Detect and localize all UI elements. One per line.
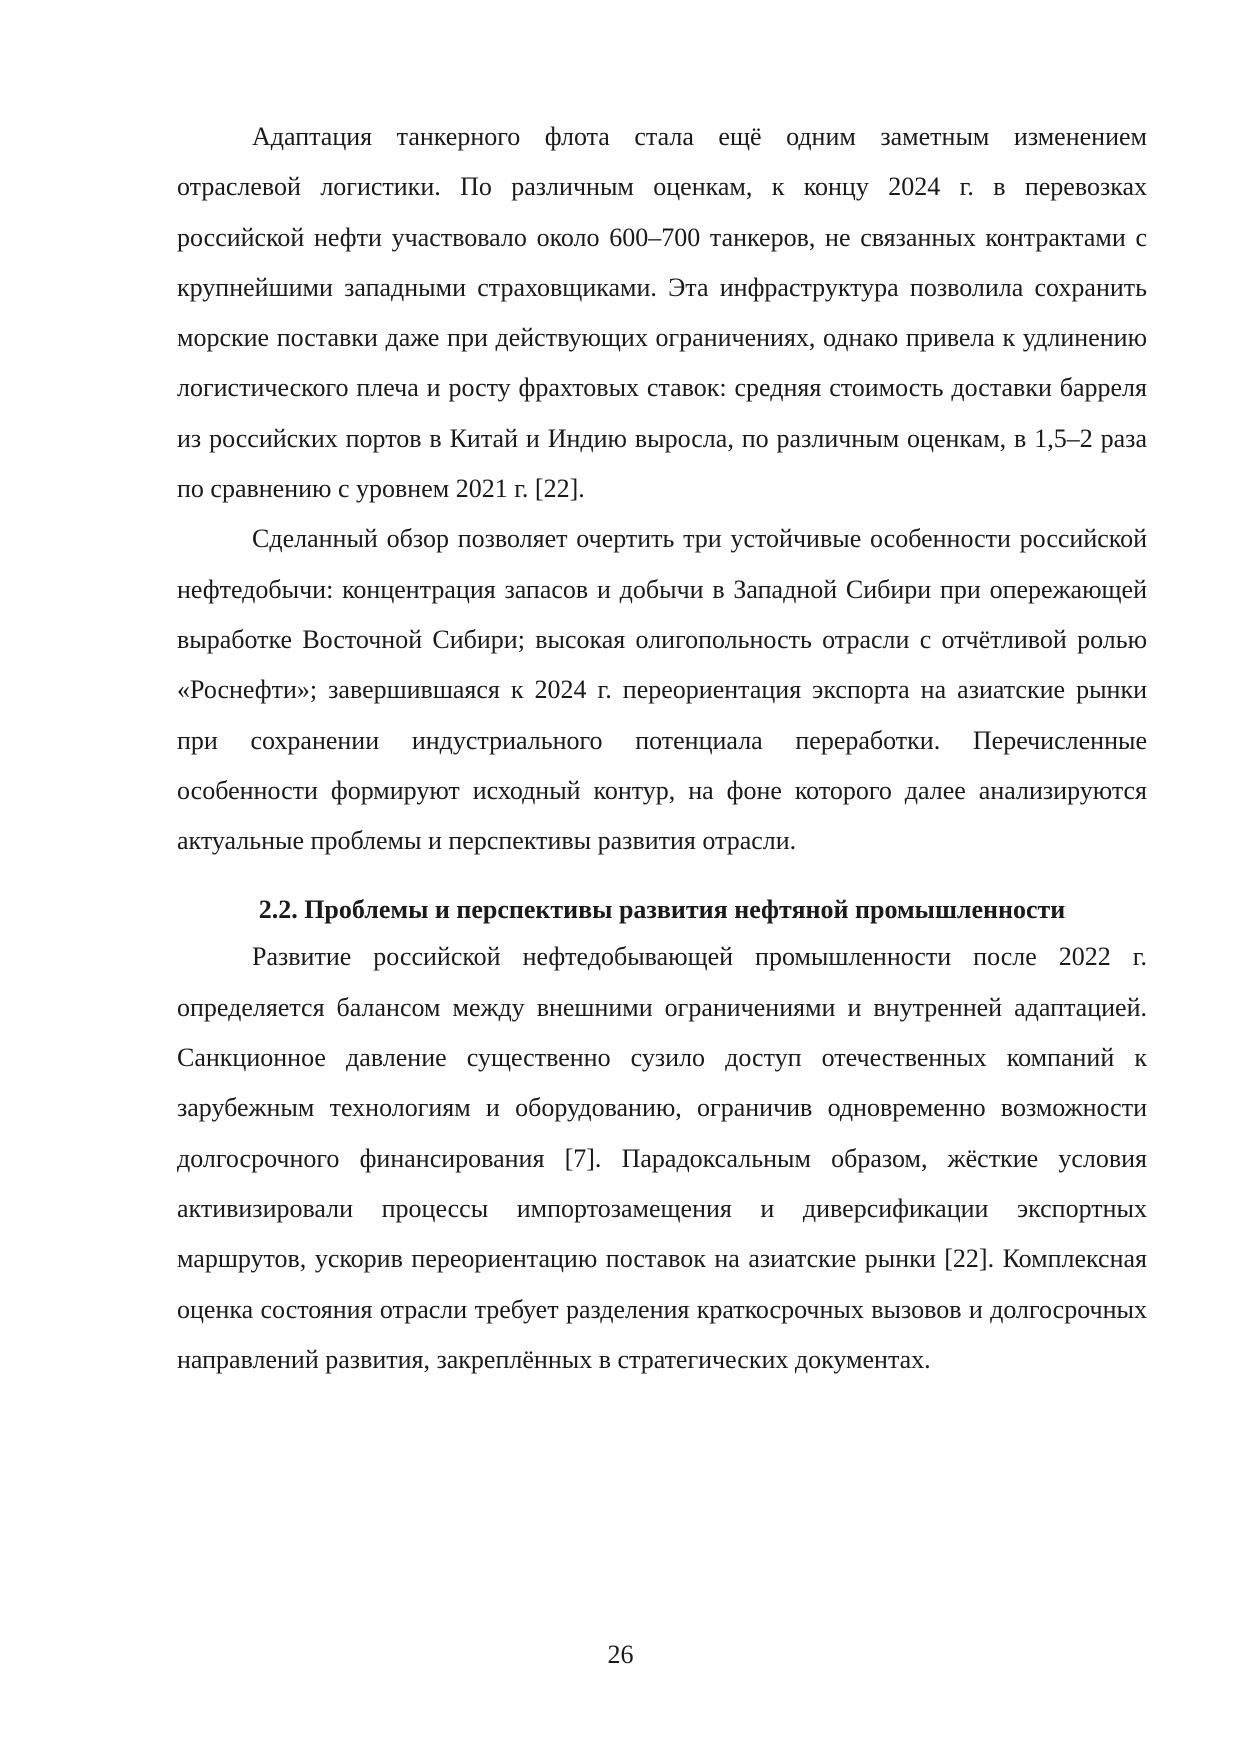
page-number: 26 xyxy=(607,1640,634,1669)
paragraph-overview-summary: Сделанный обзор позволяет очертить три устойчивые особенности российской нефтедобычи: концентрация запасов и добычи в Западной Сибири при опережающей выработке Восточной Сибири; высокая олигопольность отрасли с отчётливой ролью «Роснефти»; завершившаяся к 2024 г. переориентация экспорта на азиатские рынки при сохранении индустриального потенциала переработки. Перечисленные особенности формируют исходный контур, на фоне которого далее анализируются актуальные проблемы и перспективы развития отрасли. xyxy=(177,524,1147,856)
page-body xyxy=(177,112,1147,1385)
section-heading: 2.2. Проблемы и перспективы развития нефтяной промышленности xyxy=(258,895,1066,925)
paragraph-tanker-fleet: Адаптация танкерного флота стала ещё одним заметным изменением отраслевой логистики. По различным оценкам, к концу 2024 г. в перевозках российской нефти участвовало около 600–700 танкеров, не связанных контрактами с крупнейшими западными страховщиками. Эта инфраструктура позволила сохранить морские поставки даже при действующих ограничениях, однако привела к удлинению логистического плеча и росту фрахтовых ставок: средняя стоимость доставки барреля из российских портов в Китай и Индию выросла, по различным оценкам, в 1,5–2 раза по сравнению с уровнем 2021 г. [22]. xyxy=(177,122,1147,504)
paragraph-section-intro: Развитие российской нефтедобывающей промышленности после 2022 г. определяется балансом между внешними ограничениями и внутренней адаптацией. Санкционное давление существенно сузило доступ отечественных компаний к зарубежным технологиям и оборудованию, ограничив одновременно возможности долгосрочного финансирования [7]. Парадоксальным образом, жёсткие условия активизировали процессы импортозамещения и диверсификации экспортных маршрутов, ускорив переориентацию поставок на азиатские рынки [22]. Комплексная оценка состояния отрасли требует разделения краткосрочных вызовов и долгосрочных направлений развития, закреплённых в стратегических документах. xyxy=(177,942,1147,1374)
